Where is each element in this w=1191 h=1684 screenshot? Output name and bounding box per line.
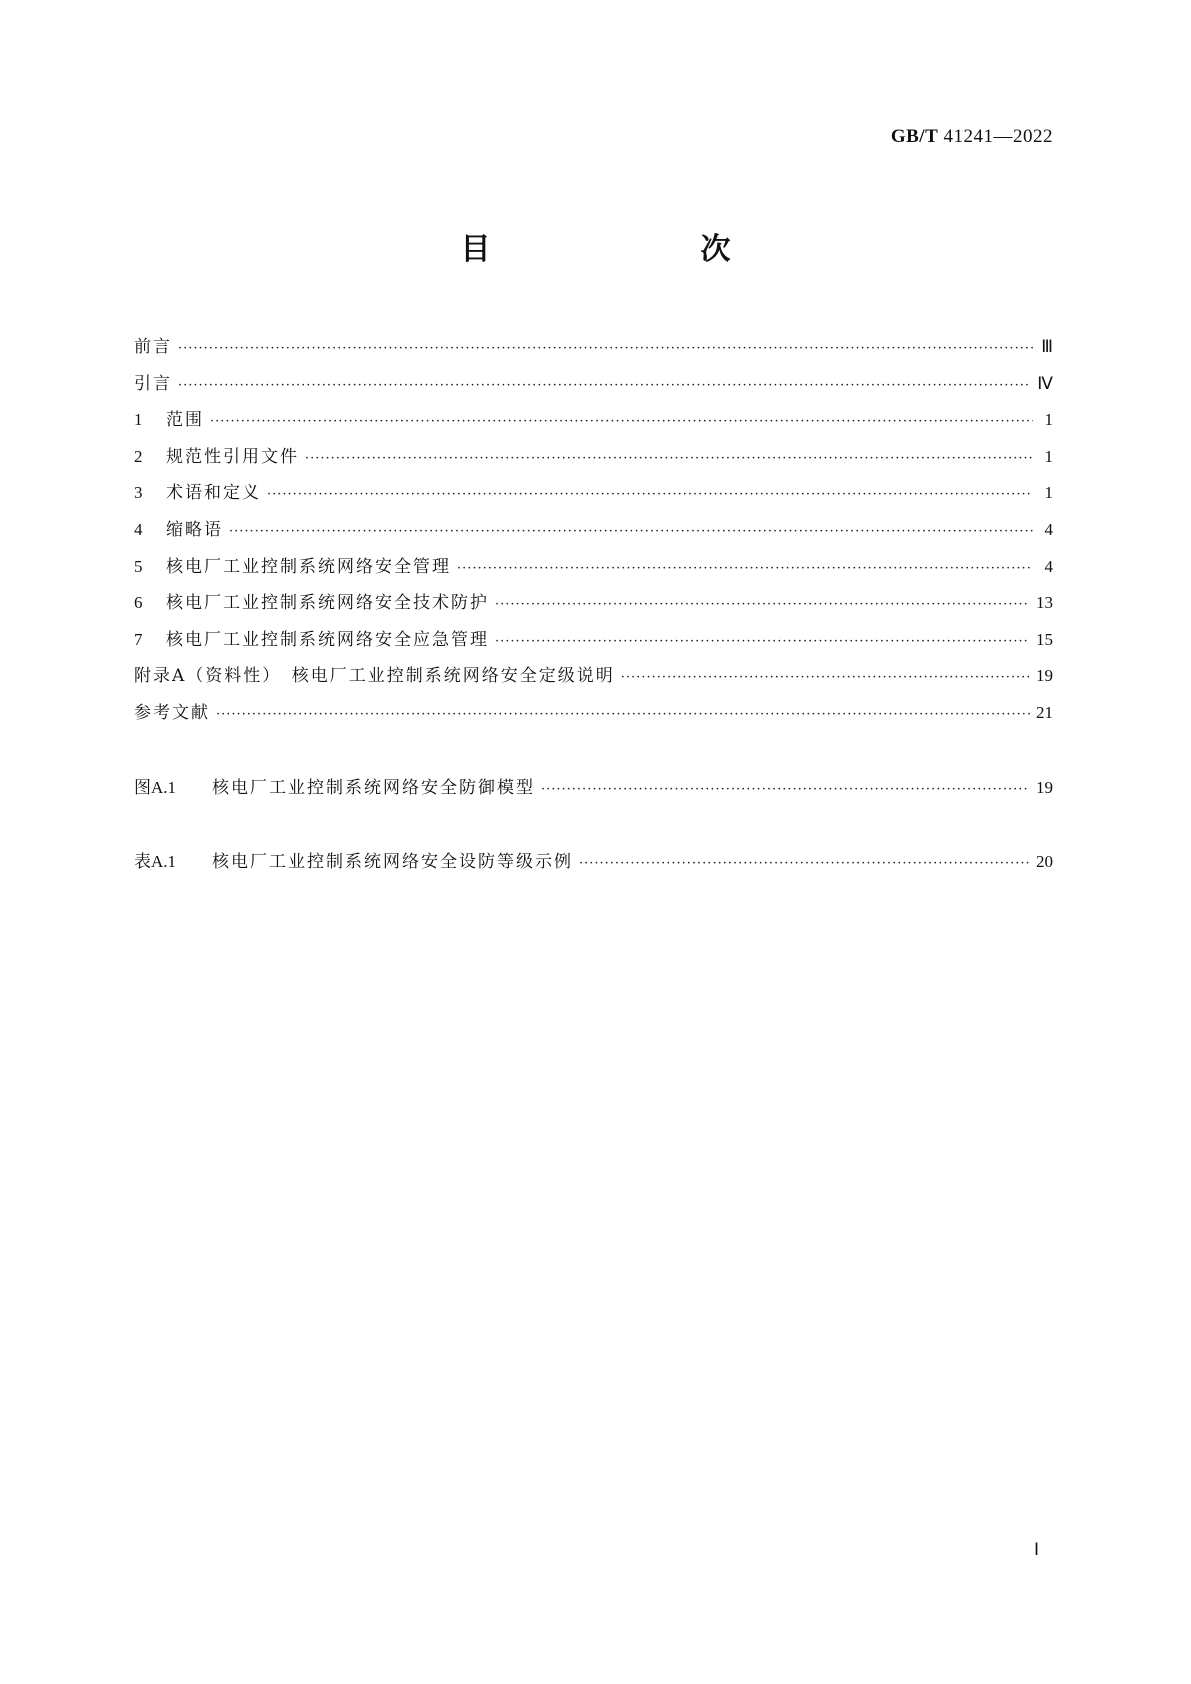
toc-leader — [178, 368, 1031, 405]
toc-entry-label: 参考文献 — [134, 702, 210, 723]
toc-entry-security-management[interactable] — [134, 549, 1053, 586]
toc-entry-page: 15 — [1036, 629, 1053, 649]
page-title: 目 次 — [460, 232, 781, 267]
toc-entry-page: 20 — [1036, 852, 1053, 871]
toc-entry-label: 术语和定义 — [166, 483, 261, 504]
toc-entry-label: 附录A（资料性） 核电厂工业控制系统网络安全定级说明 — [134, 666, 615, 687]
toc-entry-table-a1[interactable] — [134, 844, 1053, 881]
toc-leader — [229, 514, 1033, 551]
toc-entry-label: 核电厂工业控制系统网络安全应急管理 — [166, 629, 489, 650]
toc-entry-number: 3 — [134, 483, 143, 503]
page-number: Ⅰ — [1033, 1540, 1039, 1559]
toc-entry-page: 13 — [1036, 593, 1053, 613]
toc-leader — [541, 772, 1030, 809]
toc-entry-number: 6 — [134, 593, 143, 613]
toc-entry-page: 19 — [1036, 666, 1053, 686]
toc-leader — [178, 331, 1033, 368]
toc-figures-list — [134, 770, 1053, 807]
toc-entry-page: Ⅲ — [1041, 337, 1053, 356]
standard-code — [891, 126, 1053, 148]
toc-leader — [210, 404, 1033, 441]
toc-entry-terms[interactable] — [134, 475, 1053, 512]
toc-entry-label: 缩略语 — [166, 519, 223, 540]
standard-number: 41241—2022 — [943, 126, 1053, 147]
toc-entry-label: 引言 — [134, 373, 172, 394]
toc-entry-page: 21 — [1036, 702, 1053, 722]
toc-entry-bibliography[interactable] — [134, 695, 1053, 732]
toc-leader — [495, 587, 1030, 624]
toc-entry-label: 核电厂工业控制系统网络安全设防等级示例 — [212, 852, 573, 872]
toc-entry-normative-references[interactable] — [134, 439, 1053, 476]
toc-entry-page: 1 — [1044, 446, 1053, 466]
toc-entry-page: 4 — [1044, 519, 1053, 539]
toc-entry-page: Ⅳ — [1037, 373, 1053, 393]
toc-entry-label: 规范性引用文件 — [166, 446, 299, 467]
toc-entry-appendix-a[interactable] — [134, 658, 1053, 695]
standard-prefix: GB/T — [890, 126, 939, 147]
toc-entry-number: 1 — [134, 410, 143, 430]
toc-entry-label: 核电厂工业控制系统网络安全管理 — [166, 556, 451, 577]
toc-entry-abbreviations[interactable] — [134, 512, 1053, 549]
toc-entry-page: 4 — [1044, 556, 1053, 576]
toc-leader — [305, 441, 1033, 478]
toc-entry-label: 前言 — [134, 337, 172, 357]
toc-entry-figure-a1[interactable] — [134, 770, 1053, 807]
toc-entry-number: 7 — [134, 629, 143, 649]
toc-leader — [621, 660, 1030, 697]
toc-entry-label: 核电厂工业控制系统网络安全防御模型 — [212, 778, 535, 798]
toc-entry-page: 1 — [1044, 483, 1053, 503]
toc-entry-scope[interactable] — [134, 402, 1053, 439]
toc-leader — [457, 551, 1033, 588]
toc-entry-page: 19 — [1036, 778, 1053, 797]
toc-entry-number: 表A.1 — [134, 852, 177, 871]
toc-entry-foreword[interactable] — [134, 329, 1053, 366]
toc-entry-number: 2 — [134, 446, 143, 466]
toc-leader — [495, 624, 1030, 661]
toc-tables-list — [134, 844, 1053, 881]
toc-main-list — [134, 329, 1053, 732]
toc-leader — [579, 846, 1030, 883]
toc-leader — [216, 697, 1030, 734]
toc-entry-emergency-management[interactable] — [134, 622, 1053, 659]
toc-entry-number: 5 — [134, 556, 143, 576]
toc-entry-technical-protection[interactable] — [134, 585, 1053, 622]
toc-entry-page: 1 — [1044, 410, 1053, 430]
toc-entry-label: 核电厂工业控制系统网络安全技术防护 — [166, 593, 489, 614]
toc-leader — [267, 477, 1033, 514]
toc-entry-introduction[interactable] — [134, 366, 1053, 403]
toc-entry-number: 图A.1 — [134, 778, 177, 797]
toc-entry-label: 范围 — [166, 410, 204, 431]
toc-entry-number: 4 — [134, 519, 143, 539]
